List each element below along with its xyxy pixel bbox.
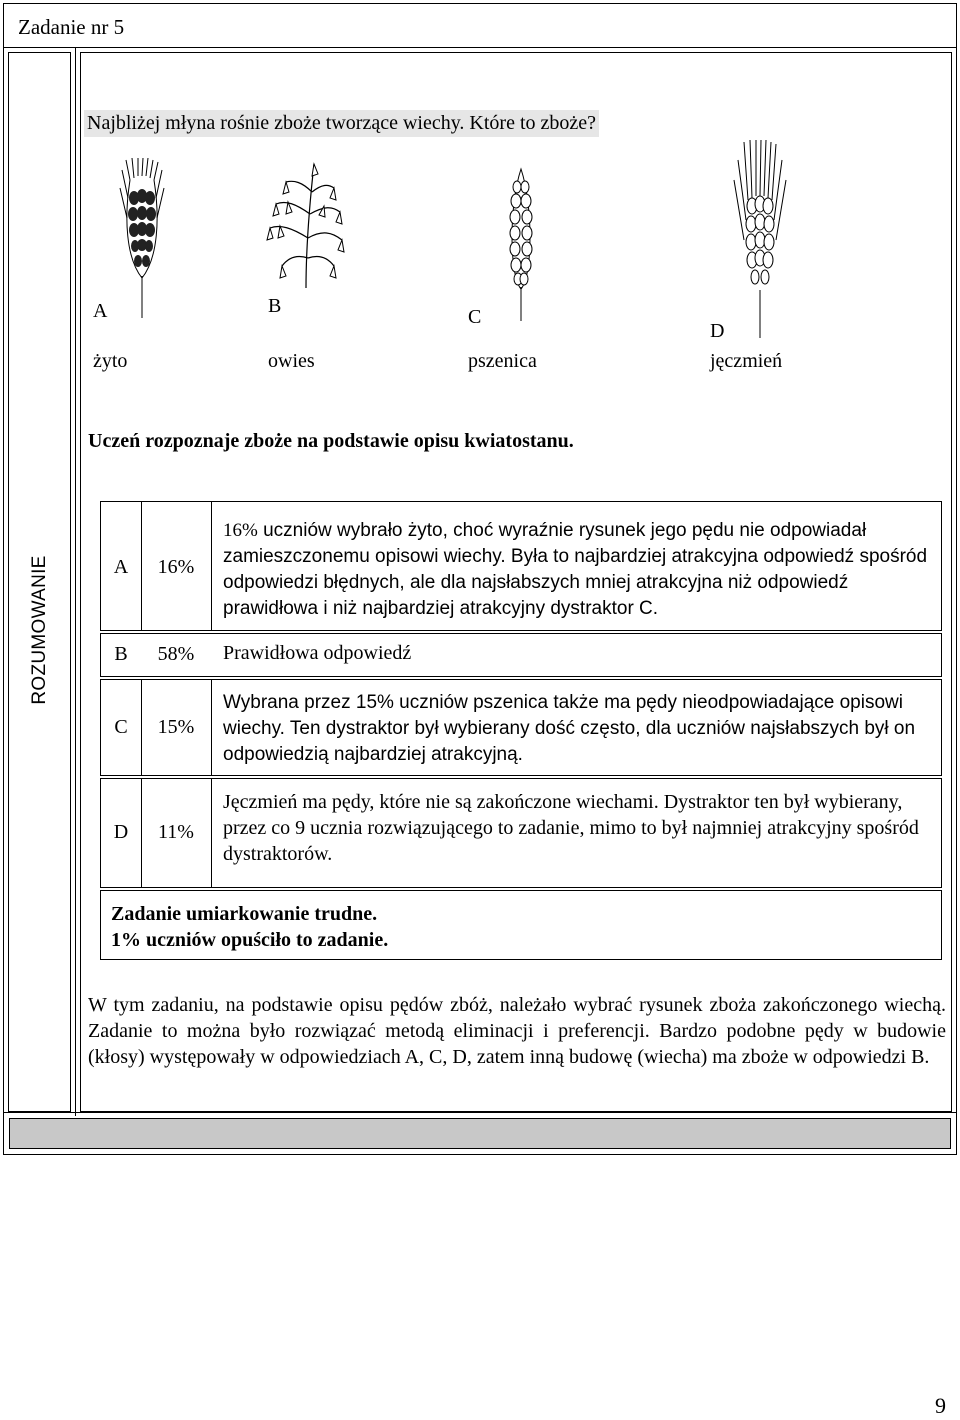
skill-statement: Uczeń rozpoznaje zboże na podstawie opisu kwiatostanu. [88, 430, 574, 452]
task-title: Zadanie nr 5 [18, 15, 125, 39]
answer-percent: 16% [157, 556, 195, 578]
answer-letter: D [113, 821, 129, 843]
answer-percent: 58% [157, 643, 195, 665]
correct-answer-label: Prawidłowa odpowiedź [223, 642, 412, 664]
answer-row-b [100, 633, 942, 677]
option-b-name: owies [268, 350, 315, 372]
category-label: ROZUMOWANIE [29, 555, 50, 705]
page-number: 9 [935, 1393, 946, 1418]
difficulty-box [100, 890, 942, 960]
answer-comment: Jęczmień ma pędy, które nie są zakończone wiechami. Dystraktor ten był wybierany, przez co 9 ucznia rozwiązującego to zadanie, mimo to był najmniej atrakcyjny spośród dystraktorów. [223, 791, 919, 865]
answer-row-a [100, 501, 942, 631]
wheat-ear-icon [505, 165, 537, 323]
answer-row-d [100, 778, 942, 888]
answer-percent: 15% [157, 716, 195, 738]
option-d-name: jęczmień [710, 350, 783, 372]
answer-letter: B [114, 643, 128, 665]
difficulty-level: Zadanie umiarkowanie trudne. [111, 903, 378, 925]
option-c-name: pszenica [468, 350, 537, 372]
option-c-letter: C [468, 306, 482, 328]
option-a-name: żyto [93, 350, 128, 372]
omission-rate: 1% uczniów opuściło to zadanie. [111, 929, 389, 951]
answer-row-c [100, 679, 942, 776]
answer-letter: C [114, 716, 128, 738]
explanation-paragraph: W tym zadaniu, na podstawie opisu pędów zbóż, należało wybrać rysunek zboża zakończonego wiechą. Zadanie to można było rozwiązać metodą eliminacji i preferencji. Bardzo podobne pędy w budowie (kłosy) występowały w odpowiedziach A, C, D, zatem inną budowę (wiecha) ma zboże w odpowiedzi B. [88, 994, 946, 1068]
rye-ear-icon [116, 158, 168, 320]
bottom-bar [3, 1112, 957, 1155]
question-text: Najbliżej młyna rośnie zboże tworzące wiechy. Które to zboże? [84, 110, 599, 137]
barley-ear-icon [730, 140, 790, 340]
answer-comment: 16% uczniów wybrało żyto, choć wyraźnie rysunek jego pędu nie odpowiadał zamieszczonemu opisowi wiechy. Była to najbardziej atrakcyjna odpowiedź spośród odpowiedzi błędnych, ale dla najsłabszych mniej atrakcyjna niż odpowiedź prawidłowa i niż najbardziej atrakcyjny dystraktor C. [223, 520, 928, 619]
option-d-letter: D [710, 320, 725, 342]
option-b-letter: B [268, 295, 282, 317]
answer-letter: A [113, 556, 129, 578]
task-header [4, 4, 956, 48]
answer-percent: 11% [158, 821, 194, 843]
answer-comment: Wybrana przez 15% uczniów pszenica także ma pędy nieodpowiadające opisowi wiechy. Ten dystraktor był wybierany dość często, dla uczniów najsłabszych był on odpowiedzią najbardziej atrakcyjną. [223, 692, 916, 765]
oat-panicle-icon [262, 158, 346, 290]
category-sidebar [4, 48, 76, 1116]
option-a-letter: A [93, 300, 108, 322]
